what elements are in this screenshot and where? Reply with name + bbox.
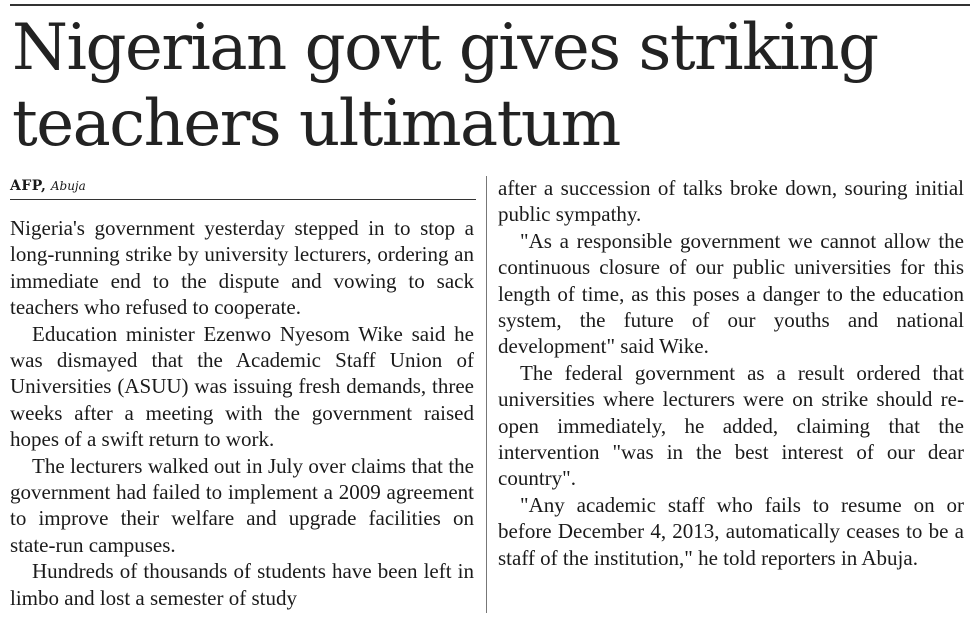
right-column bbox=[498, 175, 964, 571]
paragraph-continued: after a succession of talks broke down, souring initial public sympathy. bbox=[498, 176, 964, 227]
paragraph: "As a responsible government we cannot allow the continuous closure of our public universities for this length of time, as this poses a danger to the education system, the future of our youths and national development" said Wike. bbox=[498, 228, 964, 359]
paragraph: The federal government as a result ordered that universities where lecturers were on strike should re-open immediately, he added, claiming that the intervention "was in the best interest of our dear country". bbox=[498, 360, 964, 491]
paragraph: "Any academic staff who fails to resume on or before December 4, 2013, automatically ceases to be a staff of the institution," he told reporters in Abuja. bbox=[498, 492, 964, 570]
column-divider bbox=[486, 176, 487, 613]
paragraph: Education minister Ezenwo Nyesom Wike said he was dismayed that the Academic Staff Union of Universities (ASUU) was issuing fresh demands, three weeks after a meeting with the government raised hopes of a swift return to work. bbox=[10, 321, 474, 452]
top-rule bbox=[10, 4, 970, 6]
byline-agency: AFP, bbox=[10, 178, 47, 194]
paragraph: The lecturers walked out in July over claims that the government had failed to implement a 2009 agreement to improve their welfare and upgrade facilities on state-run campuses. bbox=[10, 453, 474, 557]
paragraph: Hundreds of thousands of students have been left in limbo and lost a semester of study bbox=[10, 559, 474, 610]
left-column bbox=[10, 215, 474, 611]
byline bbox=[10, 178, 476, 200]
headline: Nigerian govt gives striking teachers ultimatum bbox=[12, 11, 878, 161]
byline-location: Abuja bbox=[50, 179, 86, 193]
paragraph-lead: Nigeria's government yesterday stepped in to stop a long-running strike by university lecturers, ordering an immediate end to the dispute and vowing to sack teachers who refused to cooperate. bbox=[10, 216, 474, 320]
